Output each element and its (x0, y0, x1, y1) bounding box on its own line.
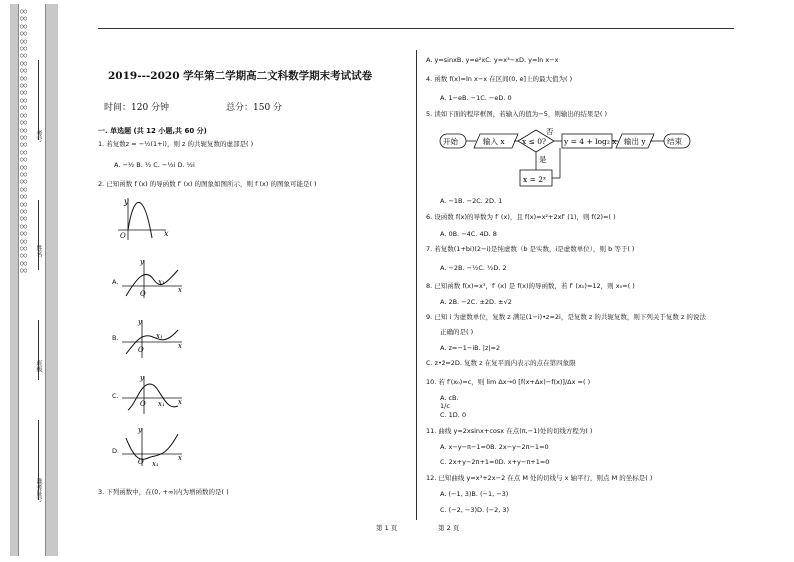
question-10-options-2: C. 1D. 0 (440, 411, 467, 419)
axis-x-label: x (178, 286, 182, 294)
axis-y-label: y (138, 318, 142, 326)
question-9-options-1: A. z=−1−iB. |z|=2 (440, 344, 501, 352)
dotted-seal-line: ○○○○○○○○○○○○○○○○○○○○○○○○○○○○○○○○○○○○○○○○○○○○○○○○○○○○○○○○○○○○○○○○○○○○○○○○ (20, 8, 28, 275)
option-b-graph (120, 316, 186, 360)
origin-label: O (140, 400, 146, 408)
fc-no: 否 (546, 127, 554, 136)
option-a-label: A. (112, 278, 119, 286)
fc-input: 输入 x (483, 137, 505, 146)
option-d-graph (120, 424, 186, 468)
question-4-options: A. 1−eB. −1C. −eD. 0 (440, 94, 512, 102)
fc-assign: x = 2ˣ (523, 175, 547, 184)
axis-x-label: x (164, 229, 169, 238)
question-10: 10. 若 f′(x₀)=c，则 lim Δx→0 [f(x+Δx)−f(x)]/Δx =( ) (426, 378, 591, 386)
question-1-options: A. −½ B. ½ C. −½i D. ½i (114, 161, 195, 169)
axis-x-label: x (178, 454, 182, 462)
flowchart (438, 124, 698, 194)
option-b-label: B. (112, 334, 119, 342)
question-6-options: A. 0B. −4C. 4D. 8 (440, 230, 497, 238)
question-11-options-1: A. x−y−π−1=0B. 2x−y−2π−1=0 (440, 443, 549, 451)
q3-options: A. y=sinxB. y=e²xC. y=x³−xD. y=ln x−x (426, 56, 559, 64)
label-id: 准考证号 (35, 478, 42, 502)
question-9-options-2: C. z•z̄=2D. 复数 z 在复平面内表示的点在第四象限 (426, 359, 576, 367)
question-2: 2. 已知函数 f (x) 的导函数 f′ (x) 的图象如图所示，则 f (x) 的图象可能是( ) (98, 180, 317, 188)
question-12-options-2: C. (−2, −3)D. (−2, 3) (440, 506, 510, 514)
fc-output: 输出 y (624, 137, 646, 146)
question-5: 5. 读如下面的程序框图，若输入的值为−5，则输出的结果是( ) (426, 110, 607, 118)
origin-label: O (120, 232, 126, 240)
axis-y-label: y (124, 197, 129, 206)
x1-label: x₁ (158, 278, 165, 286)
x1-label: x₁ (158, 400, 165, 408)
fc-cond: x ≤ 0? (522, 137, 547, 146)
question-7-options: A. −2B. −½C. ½D. 2 (440, 264, 507, 272)
derivative-graph (114, 194, 174, 242)
x1-label: x₁ (152, 460, 159, 468)
question-4: 4. 函数 f(x)=ln x−x 在区间(0, e]上的最大值为( ) (426, 75, 573, 83)
axis-y-label: y (138, 426, 142, 434)
question-3: 3. 下列函数中，在(0, +∞)内为增函数的是( ) (98, 488, 229, 496)
name-line (38, 60, 39, 140)
option-d-label: D. (112, 447, 120, 455)
fc-calc: y = 4 + log₂ x (564, 137, 617, 146)
option-c-label: C. (112, 392, 119, 400)
axis-y-label: y (140, 374, 144, 382)
exam-score: 总分：150 分 (226, 103, 283, 113)
question-10-options-1: A. cB. (440, 394, 459, 402)
question-6: 6. 设函数 f(x)的导数为 f′ (x)，且 f(x)=x²+2xf′ (1)，则 f(2)=( ) (426, 213, 616, 221)
option-c-graph (120, 372, 186, 416)
top-rule (98, 28, 734, 29)
column-divider (416, 50, 417, 520)
label-class: 班级 (35, 360, 42, 372)
page-title: 2019---2020 学年第二学期高二文科数学期末考试试卷 (108, 70, 373, 82)
section-heading: 一. 单选题 (共 12 小题,共 60 分) (98, 127, 207, 135)
question-9-cont: 正确的是( ) (440, 328, 474, 336)
question-11: 11. 曲线 y=2xsinx+cosx 在点(π,−1)处的切线方程为( ) (426, 427, 593, 435)
origin-label: O (138, 458, 144, 466)
question-5-options: A. −1B. −2C. 2D. 1 (440, 197, 503, 205)
axis-x-label: x (178, 342, 182, 350)
label-exam-no: 考号 (35, 130, 42, 142)
axis-x-label: x (178, 398, 182, 406)
exam-time: 时间：120 分钟 (104, 103, 170, 113)
origin-label: O (138, 346, 144, 354)
x1-label: x₁ (156, 332, 163, 340)
page-number-2: 第 2 页 (438, 524, 460, 532)
page-number-1: 第 1 页 (376, 524, 398, 532)
fc-start: 开始 (443, 137, 458, 146)
question-9: 9. 已知 i 为虚数单位，复数 z 满足(1−i)•z=2i，是复数 z 的共轭复数，则下列关于复数 z 的说法 (426, 313, 706, 321)
question-7: 7. 若复数(1+bi)(2−i)是纯虚数（b 是实数，i是虚数单位），则 b 等于( ) (426, 245, 635, 253)
question-8: 8. 已知函数 f(x)=x³，f′ (x) 是 f(x)的导函数，若 f′ (x₀)=12，则 x₀=( ) (426, 282, 635, 290)
question-10-option-b: 1/c (440, 402, 450, 410)
class-line (38, 200, 39, 270)
question-12: 12. 已知曲线 y=x³+2x−2 在点 M 处的切线与 x 轴平行，则点 M 的坐标是( ) (426, 474, 653, 482)
question-1: 1. 若复数z = −½(1+i)，则 z 的共轭复数的虚部是( ) (98, 140, 254, 148)
option-a-graph (120, 256, 186, 300)
fc-end: 结束 (667, 137, 682, 146)
fc-yes: 是 (539, 155, 547, 164)
origin-label: O (140, 290, 146, 298)
label-name: 姓名 (35, 245, 42, 257)
axis-y-label: y (140, 258, 144, 266)
question-11-options-2: C. 2x+y−2π+1=0D. x+y−π+1=0 (440, 458, 550, 466)
question-12-options-1: A. (−1, 3)B. (−1, −3) (440, 490, 509, 498)
question-8-options: A. 2B. −2C. ±2D. ±√2 (440, 298, 512, 306)
